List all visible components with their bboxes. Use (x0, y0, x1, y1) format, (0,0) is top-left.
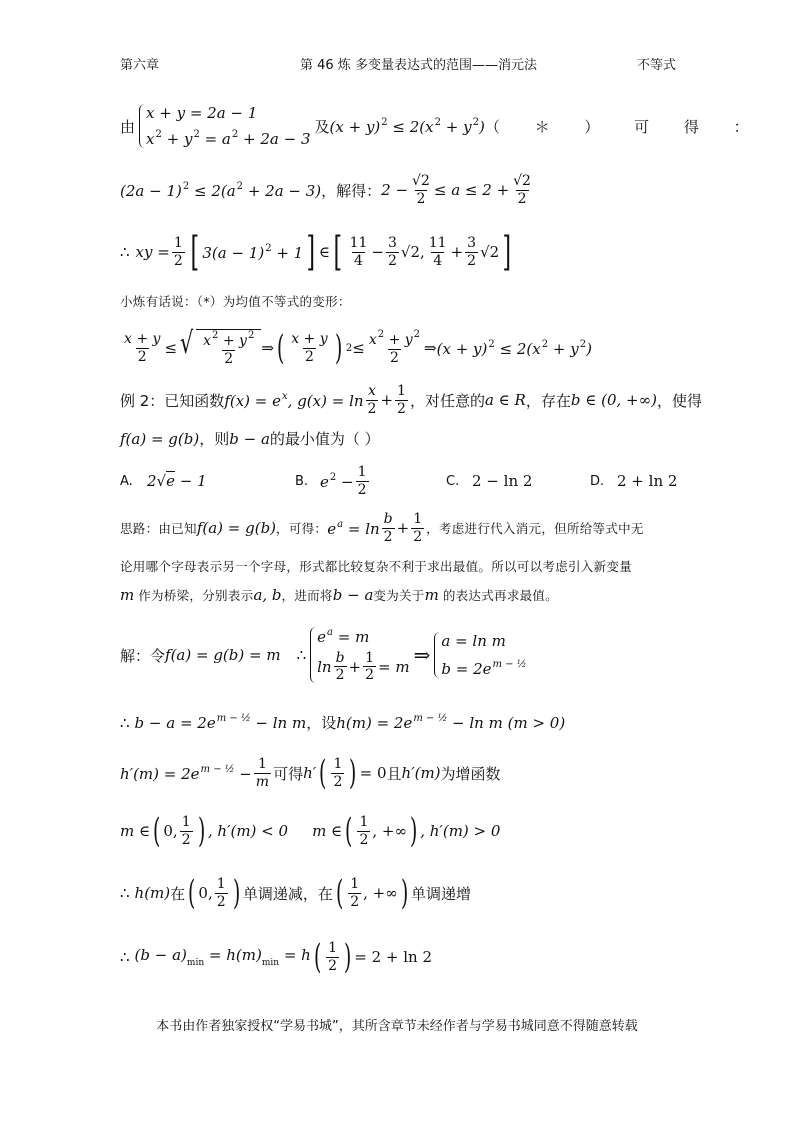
header-topic: 不等式 (637, 58, 677, 73)
option-a-value: 2√e − 1 (147, 472, 207, 490)
solution-idea-line3: m 作为桥梁，分别表示 a, b ，进而将 b − a 变为关于 m 的表达式再求最值。 (120, 586, 559, 604)
line-minimum: ∴ $(b - a)_{min} = h(m)_{min} = h$ ( $\frac{1}{2}$ ) = 2 + ln 2 (120, 937, 433, 977)
example2-line2: f(a) = g(b) ，则 b − a 的最小值为（ ） (120, 429, 380, 448)
equation-system: x + y = 2a − 1 $x^2 + y^2 = a^2 + 2a - 3$ (139, 104, 311, 148)
solution-idea-line2: 论用哪个字母表示另一个字母，形式都比较复杂不利于求出最值。所以可以考虑引入新变量 (120, 559, 633, 574)
footer-copyright: 本书由作者独家授权“学易书城”，其所含章节未经作者与学易书城同意不得随意转载 (156, 1019, 638, 1034)
line-monotonicity: ∴ h(m) 在 ( 0, $\frac{1}{2}$ ) 单调递减，在 ( $\frac{1}{2}$ , +∞ ) 单调递增 (120, 873, 472, 913)
system-ab: a = ln m $b = 2e^{m - \frac{1}{2}}$ (434, 632, 526, 678)
option-b-label: B. (295, 473, 309, 489)
option-c-value: 2 − ln 2 (472, 472, 533, 490)
solution-idea-line1: 思路：由已知 f(a) = g(b) ，可得： $e^a = \ln$ $\frac{b}{2}$ + $\frac{1}{2}$ ，考虑进行代入消元，但所给等式中无 (120, 511, 644, 545)
line-mean-inequality: $\frac{x + y}{2}$ ≤ √ $\frac{x^2 + y^2}{2}$ ⇒ ( $\frac{x + y}{2}$ ) 2 ≤ $\frac{x^2 + y^2}{2}$ ⇒ $(x + y)^2 \le 2(x^2 + y^2)$ (124, 326, 592, 368)
line-derivative: $h'(m) = 2e^{m - \frac{1}{2}}$ − $\frac{1}{m}$ 可得 h′ ( $\frac{1}{2}$ ) = 0 且 h′(m) 为增函数 (120, 753, 501, 793)
option-d-label: D. (590, 473, 605, 489)
options-row (120, 463, 678, 498)
line-xy-range: ∴ xy = $\frac{1}{2}$ [ $3(a - 1)^2 + 1$ ] ∈ [ $\frac{11}{4}$ − $\frac{3}{2}$ √2, $\frac{11}{4}$ + $\frac{3}{2}$ √2 ] (120, 229, 512, 275)
header-title: 第 46 炼 多变量表达式的范围——消元法 (300, 58, 537, 73)
option-b-value: $e^2$ − $\frac{1}{2}$ (320, 463, 367, 498)
line-b-minus-a: ∴ $b - a = 2e^{m - \frac{1}{2}} - \ln m$ ，设 $h(m) = 2e^{m - \frac{1}{2}} - \ln m$ (m > 0) (120, 713, 566, 732)
line-inequality: $(2a - 1)^2 \le 2(a^2 + 2a - 3)$ ，解得： 2 − $\frac{√2}{2}$ ≤ a ≤ 2 + $\frac{√2}{2}$ (120, 173, 531, 207)
option-d-value: 2 + ln 2 (617, 472, 678, 490)
line-system: 由 x + y = 2a − 1 $x^2 + y^2 = a^2 + 2a - 3$ 及 $(x + y)^2 \le 2(x^2 + y^2)$ （ ＊ ） 可 得 ： (120, 104, 755, 148)
option-c-label: C. (446, 473, 460, 489)
line-intervals: m ∈ ( 0, $\frac{1}{2}$ ) , h′(m) < 0 m ∈ ( $\frac{1}{2}$ , +∞ ) , h′(m) > 0 (120, 811, 501, 851)
option-a-label: A. (120, 473, 133, 489)
system-em: $e^a = m$ ln $\frac{b}{2}$ + $\frac{1}{2}$ = m (310, 627, 410, 683)
solution-substitution: 解：令 f(a) = g(b) = m ∴ $e^a = m$ ln $\frac{b}{2}$ + $\frac{1}{2}$ = m ⇒ a = ln m $b = 2e^{m - \frac{1}{2}}$ (120, 627, 527, 684)
note-line: 小炼有话说：（*）为均值不等式的变形： (120, 294, 351, 309)
header-chapter: 第六章 (120, 58, 160, 73)
example2-line1: 例 2：已知函数 $f(x) = e^x$, g(x) = ln $\frac{x}{2}$ + $\frac{1}{2}$ ，对任意的 a ∈ R ，存在 b ∈ (0, +∞) ，使得 (120, 383, 702, 417)
